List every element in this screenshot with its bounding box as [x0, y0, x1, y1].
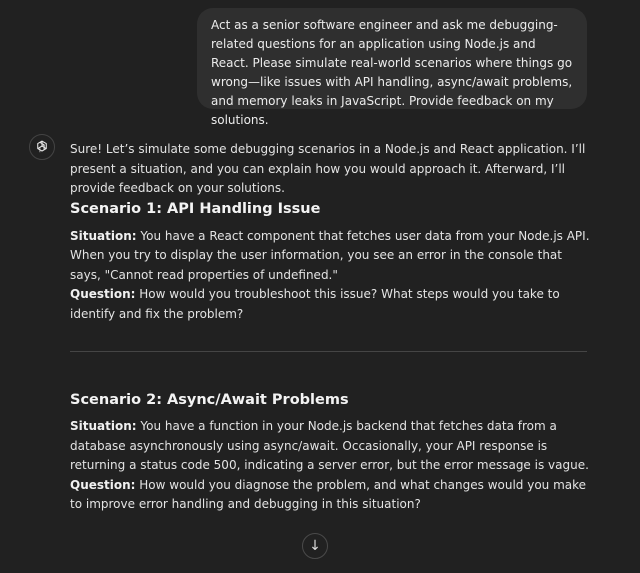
arrow-down-icon: ↓ — [309, 538, 321, 554]
scenario1-question-text: How would you troubleshoot this issue? What steps would you take to identify and fix the problem? — [70, 287, 560, 321]
scenario1-situation-text: You have a React component that fetches user data from your Node.js API. When you try to display the user information, you see an error in the console that says, "Cannot read properties of undefined." — [70, 228, 590, 282]
assistant-avatar — [29, 134, 55, 160]
scenario2-situation-label: Situation: — [70, 419, 137, 433]
assistant-intro: Sure! Let’s simulate some debugging scenarios in a Node.js and React application. I’ll present a situation, and you can explain how you would approach it. Afterward, I’ll provide feedback on your solutions. — [70, 142, 586, 195]
scenario2-title: Scenario 2: Async/Await Problems — [70, 392, 349, 408]
scenario2-question — [70, 476, 590, 515]
user-message-bubble — [197, 8, 587, 127]
scenario1-title: Scenario 1: API Handling Issue — [70, 200, 321, 217]
user-message-text: Act as a senior software engineer and ask me debugging-related questions for an application using Node.js and React. Please simulate real-world scenarios where things go wrong—like issues with API handling, async/await problems, and memory leaks in JavaScript. Provide feedback on my solutions. — [211, 18, 573, 127]
scenario2-situation — [70, 417, 590, 476]
scenario1-situation-label: Situation: — [70, 228, 137, 243]
scenario1-situation — [70, 227, 590, 286]
scenario2-question-text: How would you diagnose the problem, and what changes would you make to improve error handling and debugging in this situation? — [70, 477, 587, 511]
openai-logo-icon — [34, 139, 50, 155]
section-divider — [70, 351, 587, 352]
assistant-message — [70, 140, 590, 515]
scenario2-situation-text: You have a function in your Node.js backend that fetches data from a database asynchronously using async/await. Occasionally, your API response is returning a status code 500, indicating a server error, but the error message is vague. — [70, 419, 589, 472]
scroll-to-bottom-button[interactable] — [302, 533, 328, 559]
scenario1-question — [70, 285, 590, 324]
scenario2-question-label: Question: — [70, 477, 136, 492]
scenario1-question-label: Question: — [70, 287, 136, 301]
